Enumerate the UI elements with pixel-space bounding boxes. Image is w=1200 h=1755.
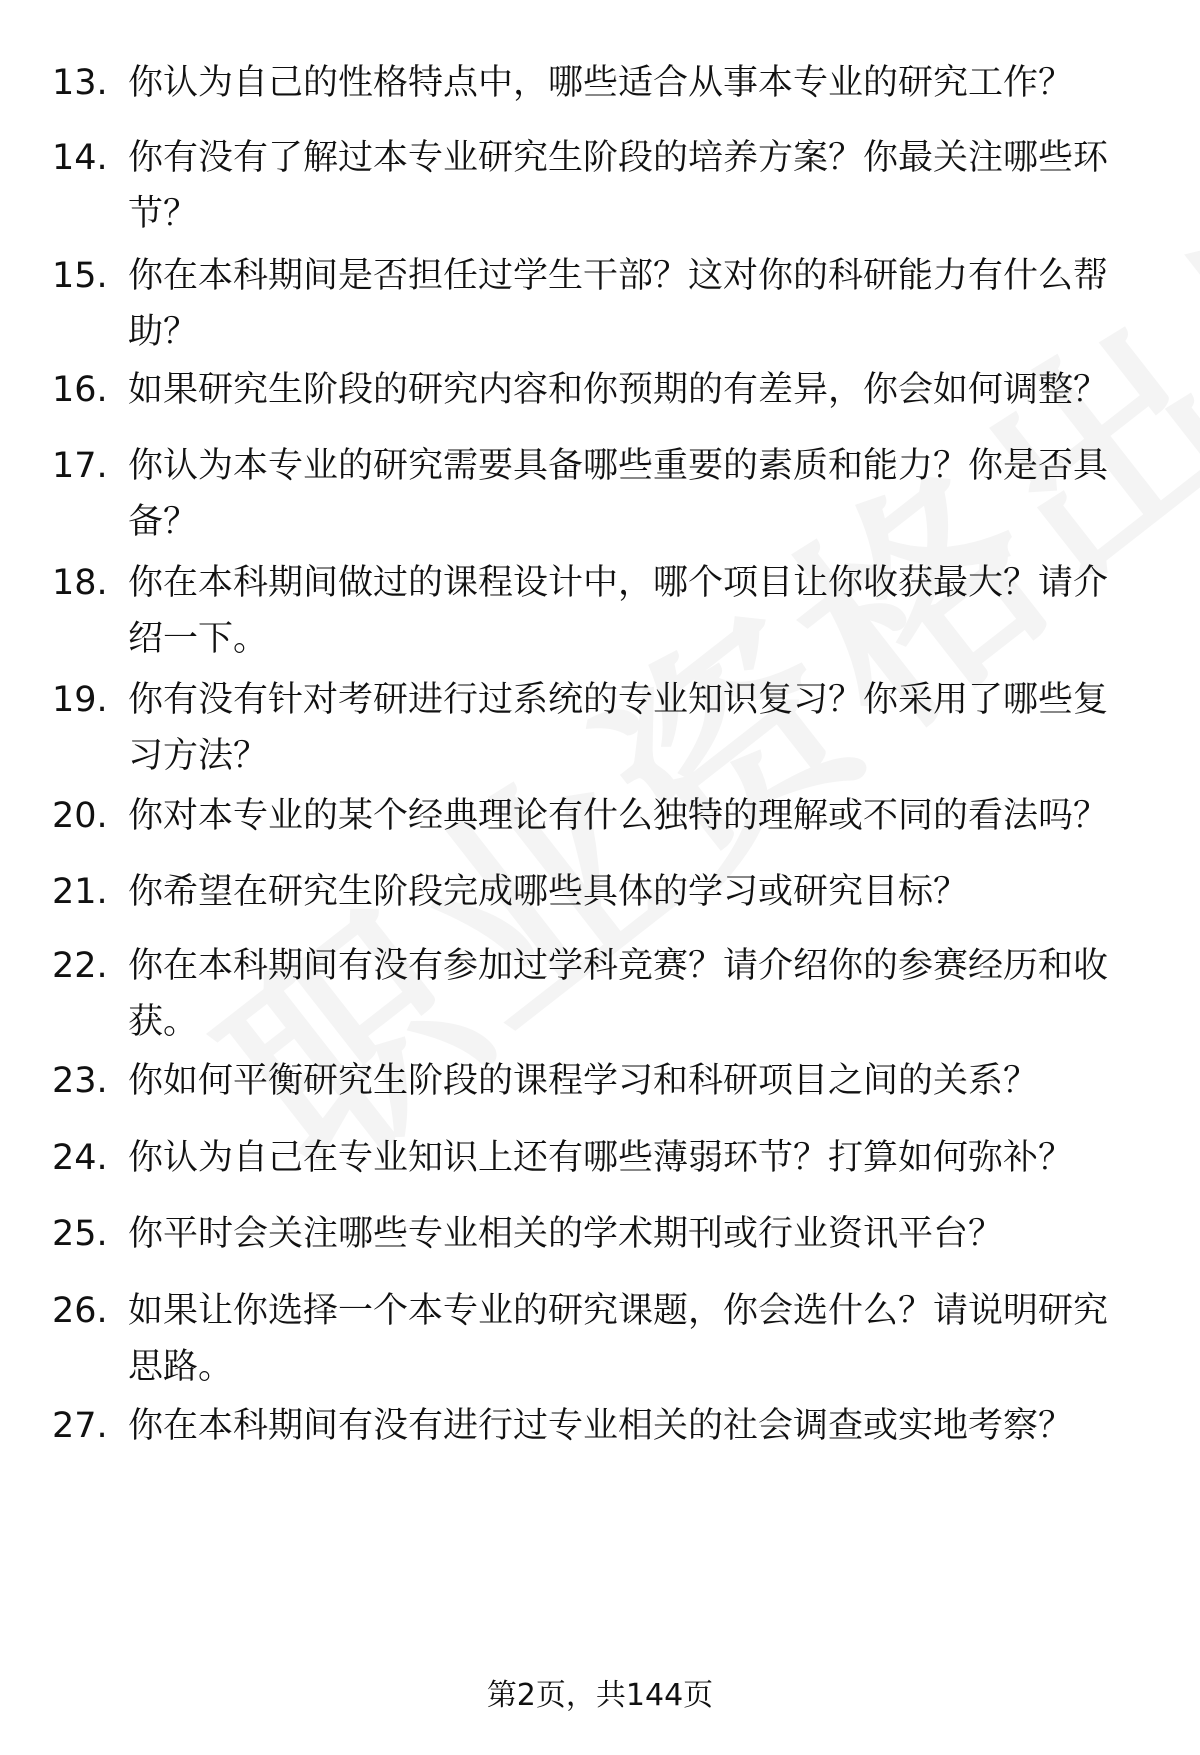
question-number: 25. xyxy=(52,1214,108,1254)
question-number: 18. xyxy=(52,563,108,603)
question-number: 15. xyxy=(52,256,108,296)
page-indicator: 第2页，共144页 xyxy=(486,1678,714,1713)
question-number: 17. xyxy=(52,446,108,486)
question-text: 如果让你选择一个本专业的研究课题，你会选什么？请说明研究思路。 xyxy=(128,1291,1109,1387)
question-text: 你认为本专业的研究需要具备哪些重要的素质和能力？你是否具备？ xyxy=(128,446,1109,542)
question-number: 27. xyxy=(52,1406,108,1446)
question-text: 如果研究生阶段的研究内容和你预期的有差异，你会如何调整？ xyxy=(128,370,1109,410)
question-text: 你在本科期间做过的课程设计中，哪个项目让你收获最大？请介绍一下。 xyxy=(128,563,1109,659)
question-text: 你平时会关注哪些专业相关的学术期刊或行业资讯平台？ xyxy=(128,1214,1004,1254)
question-number: 16. xyxy=(52,370,108,410)
question-text: 你如何平衡研究生阶段的课程学习和科研项目之间的关系？ xyxy=(128,1061,1039,1101)
question-number: 14. xyxy=(52,138,108,178)
question-text: 你认为自己的性格特点中，哪些适合从事本专业的研究工作？ xyxy=(128,63,1074,103)
question-text: 你在本科期间有没有进行过专业相关的社会调查或实地考察？ xyxy=(128,1406,1074,1446)
question-number: 13. xyxy=(52,63,108,103)
question-number: 20. xyxy=(52,796,108,836)
question-text: 你认为自己在专业知识上还有哪些薄弱环节？打算如何弥补？ xyxy=(128,1138,1074,1178)
question-number: 22. xyxy=(52,946,108,986)
question-text: 你在本科期间有没有参加过学科竞赛？请介绍你的参赛经历和收获。 xyxy=(128,946,1109,1042)
question-text: 你希望在研究生阶段完成哪些具体的学习或研究目标？ xyxy=(128,872,969,912)
question-text: 你在本科期间是否担任过学生干部？这对你的科研能力有什么帮助？ xyxy=(128,256,1109,352)
question-text: 你有没有了解过本专业研究生阶段的培养方案？你最关注哪些环节？ xyxy=(128,138,1109,234)
question-text: 你对本专业的某个经典理论有什么独特的理解或不同的看法吗？ xyxy=(128,796,1109,836)
question-number: 26. xyxy=(52,1291,108,1331)
question-number: 21. xyxy=(52,872,108,912)
question-number: 23. xyxy=(52,1061,108,1101)
question-text: 你有没有针对考研进行过系统的专业知识复习？你采用了哪些复习方法？ xyxy=(128,680,1109,776)
question-number: 19. xyxy=(52,680,108,720)
question-number: 24. xyxy=(52,1138,108,1178)
